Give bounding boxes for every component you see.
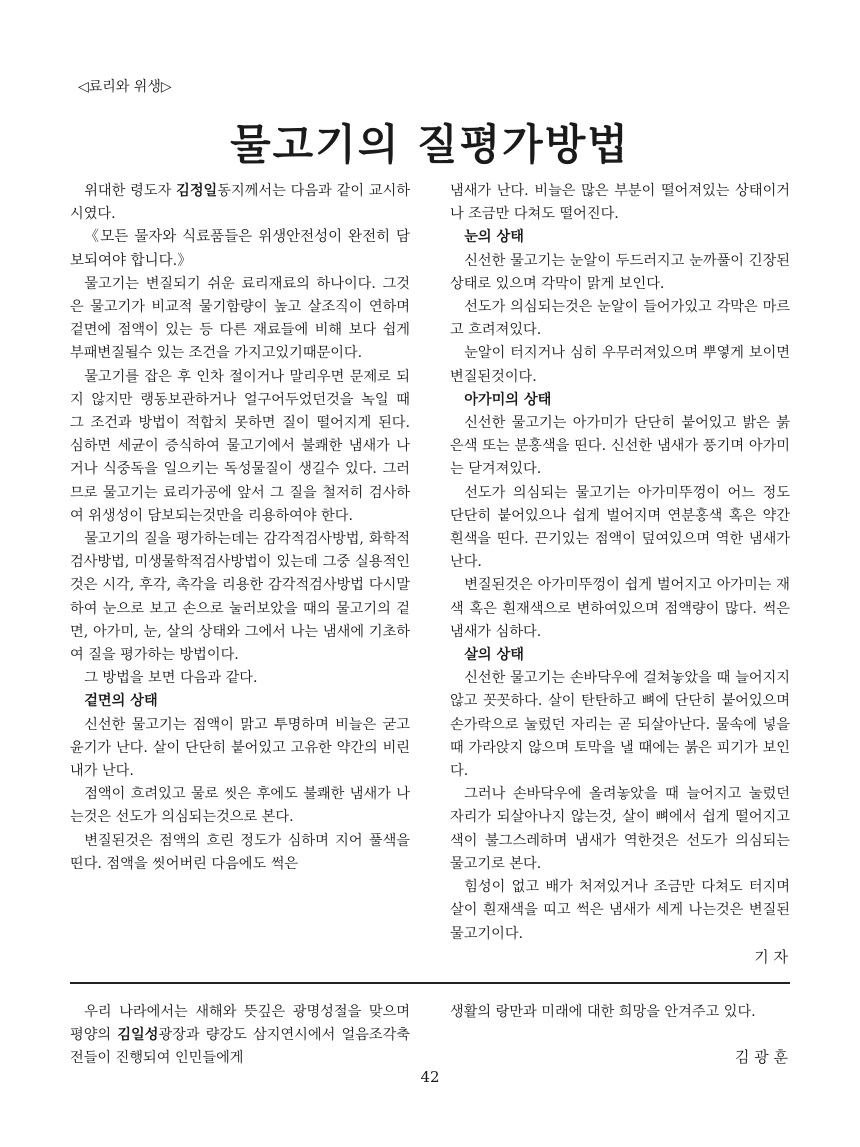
body-paragraph: 선도가 의심되는 물고기는 아가미뚜껑이 어느 정도 단단히 붙어있으나 쉽게 벌어지며 연분홍색 혹은 약간 흰색을 띤다. 끈기있는 점액이 덮여있으며 역한 냄새가 난다. (450, 484, 790, 571)
body-paragraph: 선도가 의심되는것은 눈알이 들어가있고 각막은 마르고 흐려져있다. (450, 299, 790, 339)
bottom-right-column (450, 1001, 790, 1024)
body-paragraph: 눈알이 터지거나 심히 우무러져있으며 뿌옇게 보이면 변질된것이다. (450, 345, 790, 385)
body-paragraph: 냄새가 난다. 비늘은 많은 부분이 떨어져있는 상태이거나 조금만 다쳐도 떨어진다. (450, 183, 790, 223)
section-divider (70, 982, 790, 984)
body-paragraph: 신선한 물고기는 눈알이 두드러지고 눈까풀이 긴장된 상태로 있으며 각막이 맑게 보인다. (450, 252, 790, 292)
body-paragraph: 물고기를 잡은 후 인차 절이거나 말리우면 문제로 되지 않지만 랭동보관하거나 얼구어두었던것을 녹일 때 그 조건과 방법이 적합치 못하면 질이 떨어지게 된다. 심하면 세균이 증식하여 물고기에서 불쾌한 냄새가 나거나 식중독을 일으키는 독성물질이 생길수 있다. 그러므로 물고기는 료리가공에 앞서 그 질을 철저히 검사하여 위생성이 담보되는것만을 리용하여야 한다. (70, 368, 410, 524)
body-paragraph: 신선한 물고기는 점액이 맑고 투명하며 비늘은 굳고 윤기가 난다. 살이 단단히 붙어있고 고유한 약간의 비린내가 난다. (70, 716, 410, 780)
body-paragraph: 힘성이 없고 배가 처져있거나 조금만 다쳐도 터지며 살이 흰재색을 띠고 썩은 냄새가 세게 나는것은 변질된 물고기이다. (450, 879, 790, 942)
right-column (450, 180, 790, 946)
bottom-paragraph: 우리 나라에서는 새해와 뜻깊은 광명성절을 맞으며 평양의 김일성광장과 량강도 삼지연시에서 얼음조각축전들이 진행되여 인민들에게 (70, 1004, 410, 1067)
body-paragraph: 그 방법을 보면 다음과 같다. (84, 670, 258, 687)
subhead-flesh: 살의 상태 (464, 647, 524, 664)
leader-name: 김일성 (117, 1027, 159, 1044)
page-number: 42 (420, 1068, 440, 1086)
subhead-eyes: 눈의 상태 (464, 229, 524, 246)
body-paragraph: 변질된것은 아가미뚜껑이 쉽게 벌어지고 아가미는 재색 혹은 흰재색으로 변하여있으며 점액량이 많다. 썩은 냄새가 심하다. (450, 577, 790, 640)
left-column (70, 180, 410, 876)
bottom-paragraph: 생활의 랑만과 미래에 대한 희망을 안겨주고 있다. (450, 1004, 756, 1020)
intro-paragraph: 위대한 령도자 김정일동지께서는 다음과 같이 교시하시였다. (70, 183, 410, 223)
byline: 기 자 (754, 948, 788, 966)
subhead-gills: 아가미의 상태 (464, 391, 552, 408)
quote-paragraph: 《모든 물자와 식료품들은 위생안전성이 완전히 담보되여야 합니다.》 (70, 229, 410, 269)
body-paragraph: 그러나 손바닥우에 올려놓았을 때 늘어지고 눌렀던 자리가 되살아나지 않는것, 살이 뼈에서 쉽게 떨어지고 색이 불그스레하며 냄새가 역한것은 선도가 의심되는 물고기로 본다. (450, 786, 790, 872)
subhead-surface: 겉면의 상태 (84, 693, 158, 710)
body-paragraph: 신선한 물고기는 아가미가 단단히 붙어있고 밝은 붉은색 또는 분홍색을 띤다. 신선한 냄새가 풍기며 아가미는 닫겨져있다. (450, 415, 790, 478)
bottom-left-column (70, 1001, 410, 1071)
author-name: 김 광 훈 (734, 1048, 788, 1066)
leader-name: 김정일 (176, 183, 218, 199)
body-paragraph: 물고기의 질을 평가하는데는 감각적검사방법, 화학적검사방법, 미생물학적검사방법이 있는데 그중 실용적인것은 시각, 후각, 촉각을 리용한 감각적검사방법 다시말하여 눈으로 보고 손으로 눌러보았을 때의 물고기의 겉면, 아가미, 눈, 살의 상태와 그에서 나는 냄새에 기초하여 질을 평가하는 방법이다. (70, 531, 410, 664)
body-paragraph: 신선한 물고기는 손바닥우에 걸쳐놓았을 때 늘어지지 않고 꼿꼿하다. 살이 탄탄하고 뼈에 단단히 붙어있으며 손가락으로 눌렀던 자리는 곧 되살아난다. 물속에 넣을 때 가라앉지 않으며 토막을 낼 때에는 붉은 피기가 보인다. (450, 670, 790, 780)
body-paragraph: 물고기는 변질되기 쉬운 료리재료의 하나이다. 그것은 물고기가 비교적 물기함량이 높고 살조직이 연하며 겉면에 점액이 있는 등 다른 재료들에 비해 보다 쉽게 부패변질될수 있는 조건을 가지고있기때문이다. (70, 275, 410, 362)
section-tag: ◁료리와 위생▷ (78, 79, 172, 95)
body-paragraph: 점액이 흐려있고 물로 씻은 후에도 불쾌한 냄새가 나는것은 선도가 의심되는것으로 본다. (70, 786, 410, 826)
article-title: 물고기의 질평가방법 (230, 120, 630, 169)
body-paragraph: 변질된것은 점액의 흐린 정도가 심하며 지어 풀색을 띤다. 점액을 씻어버린 다음에도 썩은 (70, 832, 410, 872)
